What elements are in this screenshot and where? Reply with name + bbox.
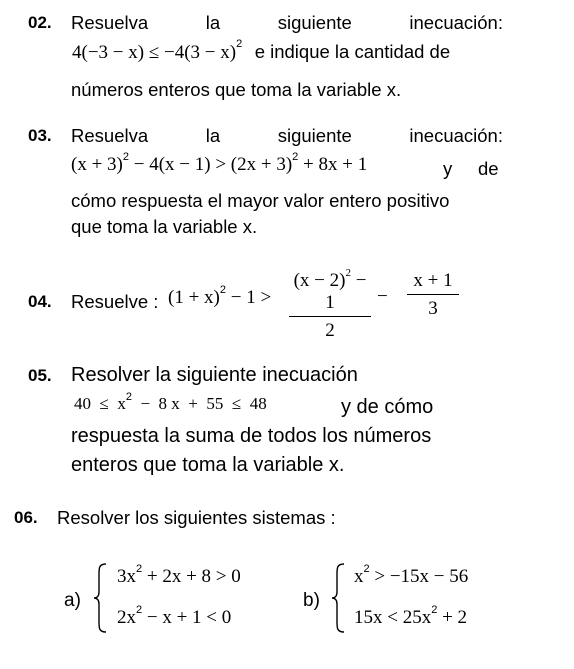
p02-exponent: 2	[236, 38, 243, 50]
sb-eq2-a: 15x < 25x	[354, 607, 432, 628]
p05-math-b: − 8 x + 55 ≤ 48	[131, 394, 267, 413]
problem-03-line4: que toma la variable x.	[71, 216, 258, 237]
problem-02-line2	[72, 38, 451, 64]
p04-fraction-2	[407, 270, 459, 320]
problem-05-number: 05.	[28, 366, 52, 385]
p04-frac1-bar	[289, 316, 371, 317]
p03-sup-a: 2	[122, 151, 129, 163]
system-a-brace-icon	[92, 562, 108, 634]
p03-math-a: (x + 3)	[71, 154, 123, 175]
sb-eq2-sup: 2	[431, 604, 438, 616]
problem-03-line3: cómo respuesta el mayor valor entero positivo	[71, 190, 450, 211]
sb-eq1-a: x	[354, 566, 364, 587]
p02-after-math: e indique la cantidad de	[254, 41, 451, 62]
p04-math-mid: − 1 >	[226, 287, 272, 308]
system-a-eq1	[117, 563, 241, 588]
p03-word-4: inecuación:	[409, 125, 503, 146]
sb-eq1-b: > −15x − 56	[369, 566, 469, 587]
sb-eq2-b: + 2	[437, 607, 468, 628]
sa-eq1-sup: 2	[136, 563, 143, 575]
p04-frac1-sup: 2	[345, 267, 351, 279]
p02-word-3: siguiente	[277, 12, 352, 33]
p05-after-math: y de cómo	[341, 396, 434, 418]
problem-05-line1: Resolver la siguiente inecuación	[71, 364, 358, 386]
sa-eq2-sup: 2	[136, 604, 143, 616]
p04-frac2-denominator: 3	[428, 298, 438, 319]
p02-word-2: la	[205, 12, 221, 33]
system-b-label: b)	[303, 590, 320, 611]
sa-eq2-a: 2x	[117, 607, 136, 628]
p03-word-1: Resuelva	[71, 125, 149, 146]
system-a-label: a)	[64, 590, 81, 611]
p04-minus: −	[377, 286, 388, 307]
system-b-eq2	[354, 604, 468, 629]
p04-frac1-numerator	[289, 267, 371, 314]
system-b-brace-icon	[330, 562, 346, 634]
p04-frac1-num: (x − 2)	[293, 270, 346, 291]
p03-math-b: − 4(x − 1) > (2x + 3)	[129, 154, 293, 175]
sa-eq1-b: + 2x + 8 > 0	[142, 566, 241, 587]
p05-math-a: 40 ≤ x	[74, 394, 126, 413]
p04-frac2-bar	[407, 294, 459, 295]
sb-eq1-sup: 2	[363, 563, 370, 575]
p04-fraction-1	[289, 267, 371, 342]
problem-02-number: 02.	[28, 13, 52, 32]
p02-inequality: 4(−3 − x) ≤ −4(3 − x)	[72, 42, 237, 63]
p04-frac1-num-tail: − 1	[325, 270, 367, 313]
problem-05-line4: enteros que toma la variable x.	[71, 454, 345, 476]
system-b-eq1	[354, 563, 469, 588]
problem-02-line1	[71, 12, 503, 34]
problem-06-number: 06.	[14, 508, 38, 527]
sa-eq1-a: 3x	[117, 566, 136, 587]
system-a-eq2	[117, 604, 232, 629]
p04-frac1-denominator: 2	[325, 320, 335, 341]
p03-math-c: + 8x + 1	[298, 154, 368, 175]
problem-05-line3: respuesta la suma de todos los números	[71, 425, 432, 447]
p04-label: Resuelve :	[71, 291, 159, 312]
p04-left-side	[168, 284, 272, 309]
problem-06-title: Resolver los siguientes sistemas :	[57, 507, 336, 528]
p03-word-y: y	[443, 158, 453, 179]
p04-math-left: (1 + x)	[168, 287, 220, 308]
p03-word-2: la	[205, 125, 221, 146]
problem-03-number: 03.	[28, 126, 52, 145]
problem-04-number: 04.	[28, 292, 52, 311]
p02-word-1: Resuelva	[71, 12, 149, 33]
p02-word-4: inecuación:	[409, 12, 503, 33]
problem-02-line3: números enteros que toma la variable x.	[71, 79, 402, 100]
sa-eq2-b: − x + 1 < 0	[142, 607, 232, 628]
p04-frac2-numerator: x + 1	[413, 270, 453, 291]
problem-03-line1	[71, 125, 503, 147]
problem-03-line2	[71, 151, 368, 176]
p03-word-de: de	[478, 158, 499, 179]
p03-sup-b: 2	[292, 151, 299, 163]
p03-word-3: siguiente	[277, 125, 352, 146]
p04-sup-left: 2	[219, 284, 226, 296]
p05-sup: 2	[125, 391, 132, 403]
problem-05-line2	[74, 391, 267, 414]
